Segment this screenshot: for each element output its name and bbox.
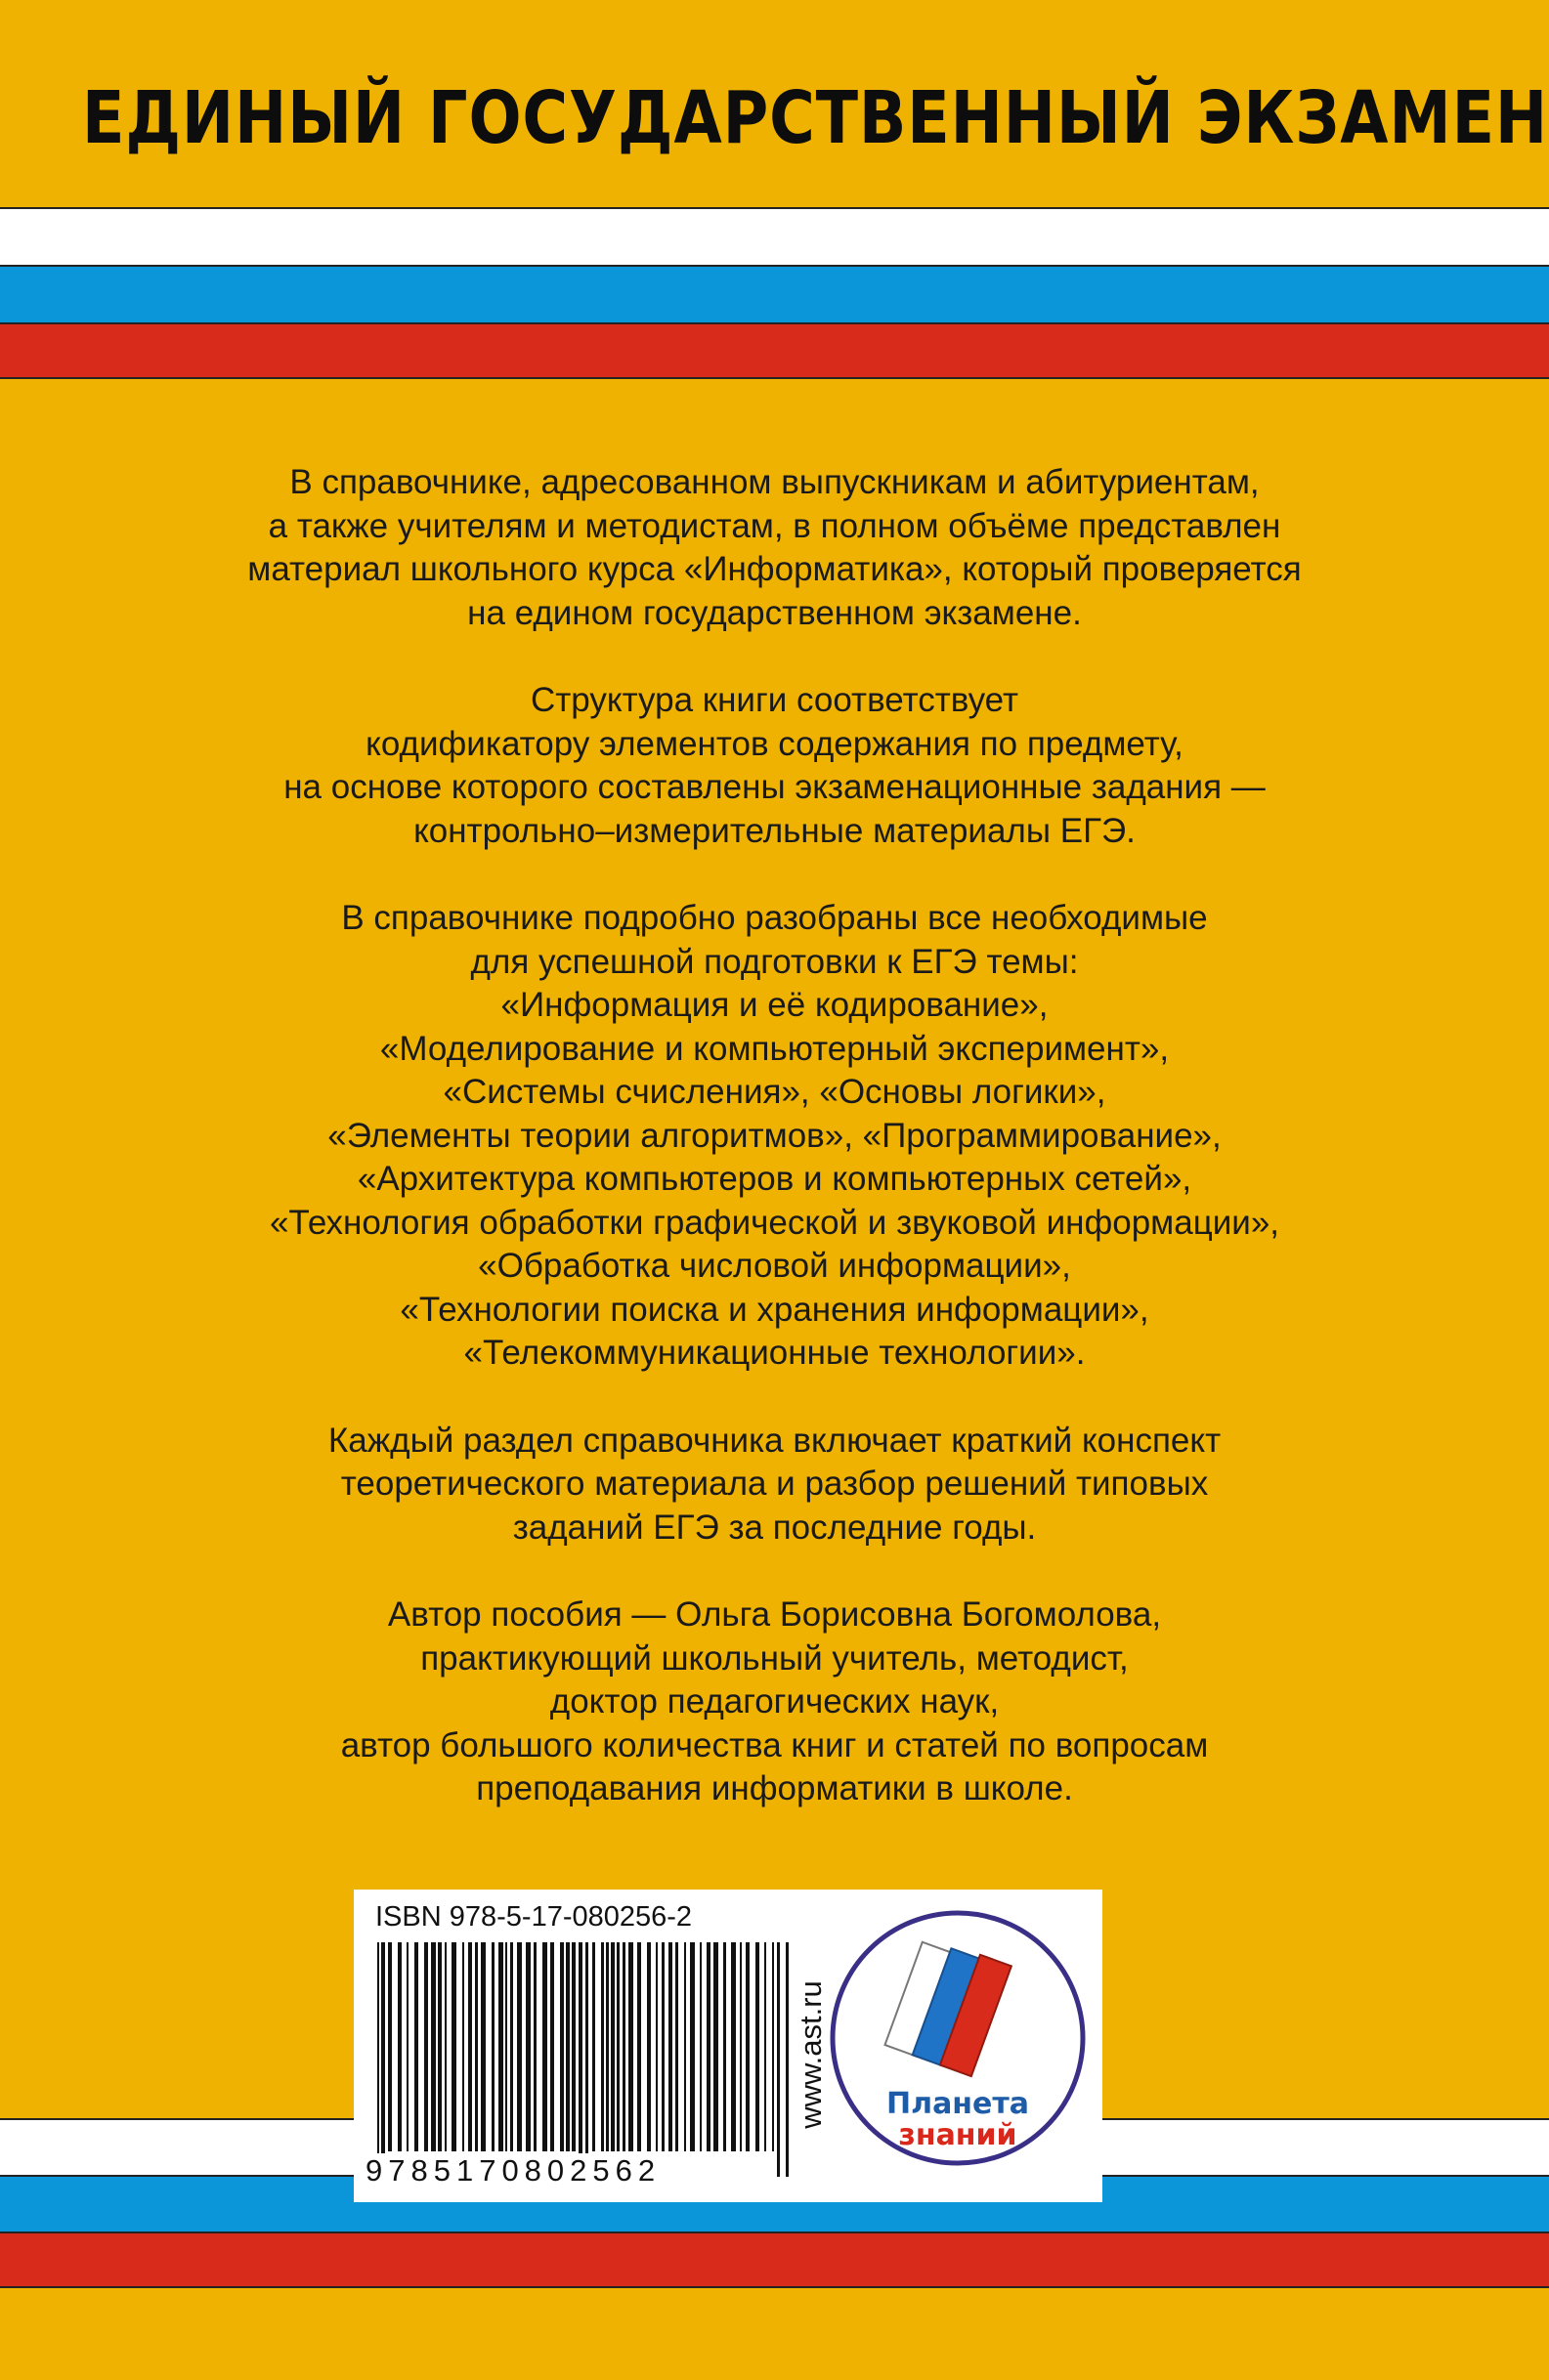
flag-stripe-white-top — [0, 207, 1549, 265]
flag-stripe-blue-top — [0, 265, 1549, 322]
text-line: «Архитектура компьютеров и компьютерных сетей», — [357, 1160, 1192, 1198]
barcode-icon — [367, 1942, 797, 2177]
page-title: ЕДИНЫЙ ГОСУДАРСТВЕННЫЙ ЭКЗАМЕН — [82, 76, 1549, 160]
text-line: практикующий школьный учитель, методист, — [420, 1638, 1129, 1678]
paragraph-sections — [0, 1420, 1549, 1551]
isbn-box — [354, 1890, 1102, 2202]
paragraph-topics — [0, 897, 1549, 1376]
text-line: а также учителям и методистам, в полном объёме представлен — [268, 506, 1281, 545]
text-line: теоретического материала и разбор решений типовых — [340, 1465, 1209, 1503]
paragraph-author — [0, 1594, 1549, 1811]
text-line: заданий ЕГЭ за последние годы. — [512, 1508, 1037, 1547]
text-line: «Моделирование и компьютерный эксперимент», — [379, 1029, 1170, 1068]
text-line: для успешной подготовки к ЕГЭ темы: — [470, 942, 1079, 981]
flag-stripe-red-top — [0, 322, 1549, 379]
text-line: материал школьного курса «Информатика», который проверяется — [247, 550, 1302, 588]
text-line: Автор пособия — Ольга Борисовна Богомолова, — [387, 1595, 1162, 1634]
text-line: кодификатору элементов содержания по предмету, — [366, 724, 1183, 763]
text-line: преподавания информатики в школе. — [476, 1769, 1073, 1807]
text-line: контрольно–измерительные материалы ЕГЭ. — [413, 811, 1136, 850]
text-line: «Системы счисления», «Основы логики», — [443, 1073, 1106, 1111]
text-line: доктор педагогических наук, — [549, 1682, 1000, 1721]
text-line: «Технология обработки графической и звуковой информации», — [269, 1203, 1280, 1242]
text-line: автор большого количества книг и статей по вопросам — [340, 1725, 1209, 1764]
text-line: Структура книги соответствует — [530, 681, 1019, 719]
logo-text-znaniy: знаний — [898, 2118, 1017, 2152]
text-line: Каждый раздел справочника включает краткий конспект — [327, 1421, 1222, 1460]
text-line: «Обработка числовой информации», — [478, 1247, 1071, 1285]
logo-text-planeta: Планета — [885, 2087, 1030, 2121]
description-text — [0, 461, 1549, 1855]
text-line: на основе которого составлены экзаменационные задания — — [283, 768, 1266, 806]
isbn-label: ISBN 978-5-17-080256-2 — [375, 1901, 693, 1933]
paragraph-intro — [0, 461, 1549, 635]
text-line: В справочнике подробно разобраны все необходимые — [341, 899, 1208, 937]
text-line: «Элементы теории алгоритмов», «Программирование», — [327, 1116, 1222, 1155]
website-url — [792, 1929, 831, 2181]
text-line: «Информация и её кодирование», — [500, 986, 1049, 1024]
text-line: «Телекоммуникационные технологии». — [463, 1334, 1086, 1372]
text-line: на едином государственном экзамене. — [467, 593, 1082, 632]
text-line: «Технологии поиска и хранения информации», — [400, 1290, 1149, 1329]
flag-stripe-red-bottom — [0, 2231, 1549, 2288]
website-text: www.ast.ru — [794, 1980, 828, 2129]
publisher-logo — [827, 1907, 1089, 2169]
paragraph-structure — [0, 679, 1549, 853]
barcode-digits: 9785170802562 — [366, 2153, 662, 2188]
text-line: В справочнике, адресованном выпускникам и абитуриентам, — [289, 463, 1260, 501]
